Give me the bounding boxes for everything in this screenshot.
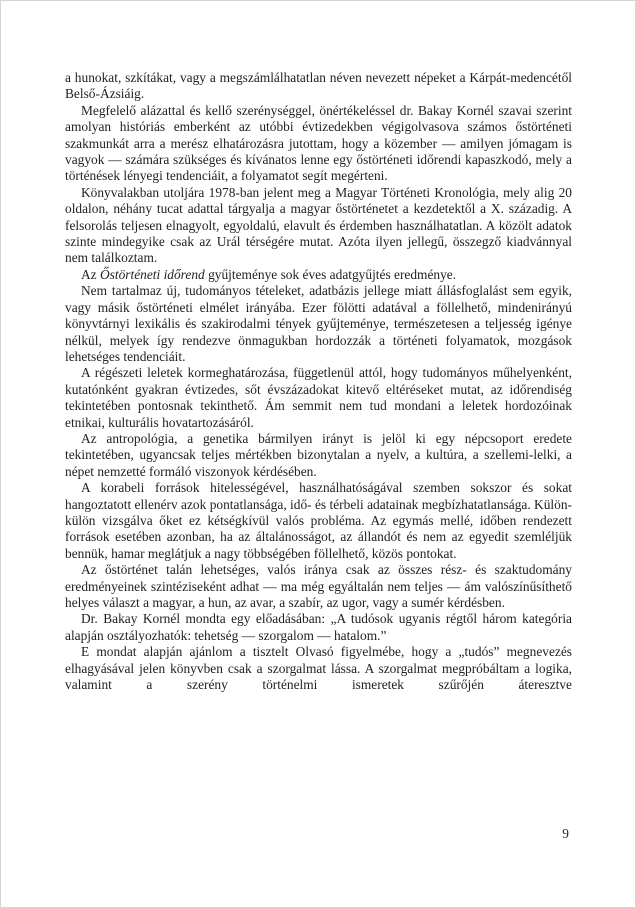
paragraph: a hunokat, szkítákat, vagy a megszámlálhatatlan néven nevezett népeket a Kárpát-medencétől Belső-Ázsiáig. xyxy=(65,70,572,102)
body-text xyxy=(65,70,572,693)
book-title-italic: Őstörténeti időrend xyxy=(99,266,205,282)
page-number: 9 xyxy=(562,826,569,841)
paragraph-prefix: Az xyxy=(81,266,100,282)
paragraph: Megfelelő alázattal és kellő szerénységgel, önértékeléssel dr. Bakay Kornél szavai szerint amolyan históriás emberként az utóbbi évtizedekben végigolvasova számos őstörténeti szakmunkát arra a merész elhatározásra jutottam, hogy a közember — amilyen jómagam is vagyok — számára szükséges és kívánatos lenne egy őstörténeti időrendi kapaszkodó, mely a történések lényegi tendenciáit, a folyamatot segít megérteni. xyxy=(65,102,572,184)
paragraph: Dr. Bakay Kornél mondta egy előadásában: „A tudósok ugyanis régtől három kategória alapján osztályozhatók: tehetség — szorgalom — hatalom.” xyxy=(65,611,572,643)
paragraph: E mondat alapján ajánlom a tisztelt Olvasó figyelmébe, hogy a „tudós” megnevezés elhagyásával jelen könyvben csak a szorgalmat lássa. A szorgalmat megpróbáltam a logika, valamint a szerény történelmi ismeretek szűrőjén áteresztve xyxy=(65,644,572,693)
paragraph: Könyvalakban utoljára 1978-ban jelent meg a Magyar Történeti Kronológia, mely alig 20 oldalon, néhány tucat adattal tárgyalja a magyar őstörténetet a kezdetektől a X. századig. A felsorolás teljesen elnagyolt, egyoldalú, elavult és érdemben használhatatlan. A közölt adatok szinte mindegyike csak az Urál térségére mutat. Azóta ilyen jellegű, összegző kiadvánnyal nem találkoztam. xyxy=(65,184,572,266)
paragraph: Nem tartalmaz új, tudományos tételeket, adatbázis jellege miatt állásfoglalást sem egyik, vagy másik őstörténeti elmélet irányába. Ezer fölötti adatával a föllelhető, mindenirányú könyvtárnyi lexikális és szakirodalmi tények gyűjteménye, természetesen a teljesség igénye nélkül, melyek így rendezve önmagukban hordozzák a történeti folyamatok, mozgások lehetséges tendenciáit. xyxy=(65,283,572,364)
paragraph: A régészeti leletek kormeghatározása, függetlenül attól, hogy tudományos műhelyenként, kutatónként gyakran évtizedes, sőt évszázadokat kitevő eltéréseket mutat, az időrendiség tekintetében pontosnak tekinthető. Ám semmit nem tud mondani a leletek hordozóinak etnikai, kulturális hovatartozásáról. xyxy=(65,365,572,430)
paragraph: Az őstörténet talán lehetséges, valós iránya csak az összes rész- és szaktudomány eredményeinek szintéziseként adhat — ma még egyáltalán nem teljes — ám valószínűsíthető helyes választ a magyar, a hun, az avar, a szabír, az ugor, vagy a sumér kérdésben. xyxy=(65,562,572,610)
paragraph-with-title xyxy=(65,267,572,283)
paragraph: Az antropológia, a genetika bármilyen irányt is jelöl ki egy népcsoport eredete tekintetében, ugyancsak teljes mértékben bizonytalan a nyelv, a kultúra, a szellemi-lelki, a népet nemzetté formáló viszonyok kérdésében. xyxy=(65,430,572,479)
paragraph: A korabeli források hitelességével, használhatóságával szemben sokszor és sokat hangoztatott ellenérv azok pontatlansága, idő- és térbeli adatainak megbízhatatlansága. Külön-külön vizsgálva őket ez kétségkívül valós probléma. Az egymás mellé, időben rendezett források esetében azonban, ha az általánosságot, az állandót és nem az egyedit szemléljük bennük, hamar meglátjuk a nagy többségében föllelhető, közös pontokat. xyxy=(65,480,572,561)
paragraph-suffix: gyűjteménye sok éves adatgyűjtés eredménye. xyxy=(204,266,457,282)
